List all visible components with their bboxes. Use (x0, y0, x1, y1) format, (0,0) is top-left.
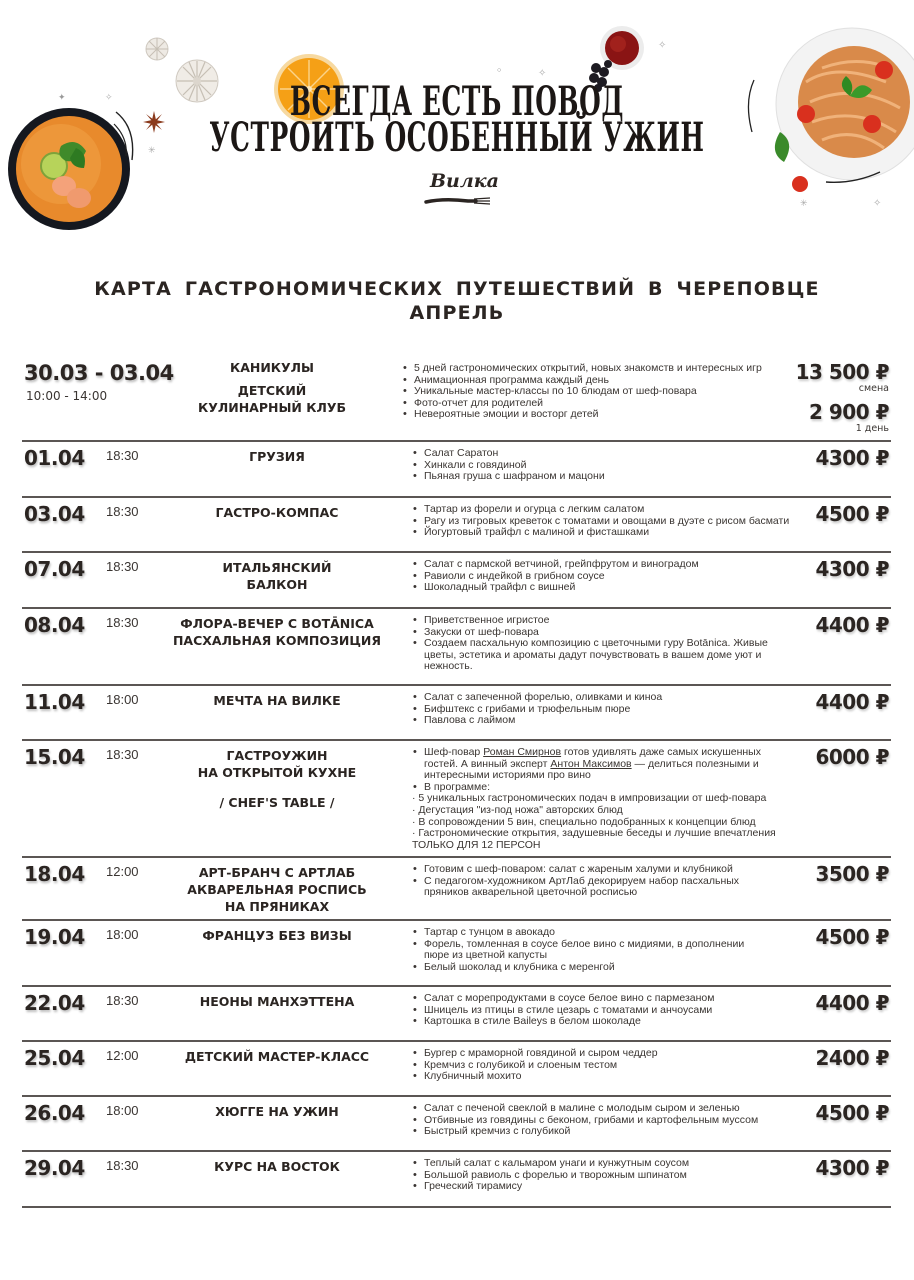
menu-item: • Быстрый кремчиз с голубикой (412, 1126, 812, 1138)
menu-item: • Рагу из тигровых креветок с томатами и овощами в дуэте с рисом басмати (412, 516, 812, 528)
event-row (22, 686, 891, 741)
menu-item: • Салат с печеной свеклой в малине с молодым сыром и зеленью (412, 1103, 812, 1115)
menu-item: • Тартар с тунцом в авокадо (412, 927, 772, 939)
event-name-line: НЕОНЫ МАНХЭТТЕНА (199, 994, 355, 1009)
event-row (22, 858, 891, 921)
event-menu-list (412, 747, 797, 851)
event-name-line: НА ОТКРЫТОЙ КУХНЕ (197, 765, 357, 780)
dumpling-image (144, 36, 170, 62)
event-name-line: КАНИКУЛЫ (229, 360, 314, 375)
event-date: 07.04 (24, 557, 85, 581)
menu-item: • Отбивные из говядины с беконом, грибами и картофельным муссом (412, 1115, 812, 1127)
program-item: · В сопровождении 5 вин, специально подобранных к концепции блюд (412, 815, 756, 828)
event-date: 19.04 (24, 925, 85, 949)
event-name (167, 559, 387, 593)
event-date: 25.04 (24, 1046, 85, 1070)
event-date: 26.04 (24, 1101, 85, 1125)
page-subtitle-month: АПРЕЛЬ (409, 302, 505, 324)
program-item: · Гастрономические открытия, задушевные беседы и лучшие впечатления (412, 827, 776, 840)
motion-lines-icon (824, 170, 884, 186)
event-row (22, 1097, 891, 1152)
event-menu-list (412, 993, 812, 1028)
event-menu-list (412, 692, 812, 727)
event-time: 18:30 (106, 448, 139, 463)
event-name-line: ФЛОРА-ВЕЧЕР С BOTĀNICA (180, 616, 374, 631)
menu-item: • Большой равиоль с форелью и творожным шпинатом (412, 1170, 812, 1182)
event-price: 2400 ₽ (815, 1046, 889, 1070)
price-unit-session: смена (858, 383, 889, 394)
event-menu-list (412, 1158, 812, 1193)
event-name-line: КУРС НА ВОСТОК (214, 1159, 340, 1174)
event-menu-list (412, 504, 812, 539)
event-row-featured (22, 355, 891, 442)
price-per-day: 2 900 ₽ (808, 400, 889, 424)
slogan-line-1: ВСЕГДА ЕСТЬ ПОВОД (290, 78, 624, 125)
event-name-line: КУЛИНАРНЫЙ КЛУБ (198, 400, 346, 415)
event-price: 3500 ₽ (815, 862, 889, 886)
event-row (22, 609, 891, 686)
motion-lines-icon (744, 78, 758, 134)
event-name (167, 1103, 387, 1120)
sparkle-icon: ✳ (148, 145, 156, 155)
menu-item: • Бифштекс с грибами и трюфельным пюре (412, 704, 812, 716)
event-price: 4300 ₽ (815, 446, 889, 470)
sparkle-icon: ✳ (800, 198, 808, 208)
menu-item: • Закуски от шеф-повара (412, 627, 782, 639)
event-price: 6000 ₽ (815, 745, 889, 769)
event-name-line: ДЕТСКИЙ (237, 383, 307, 398)
event-price: 4500 ₽ (815, 502, 889, 526)
menu-item: • Клубничный мохито (412, 1071, 812, 1083)
event-price: 4300 ₽ (815, 1156, 889, 1180)
menu-item: • Теплый салат с кальмаром унаги и кунжутным соусом (412, 1158, 812, 1170)
intro-text: — делиться полезными и интересными историями про вино (424, 757, 759, 782)
page-title: КАРТА ГАСТРОНОМИЧЕСКИХ ПУТЕШЕСТВИЙ В ЧЕРЕПОВЦЕ (94, 278, 820, 300)
program-item: · Дегустация "из-под ножа" авторских блюд (412, 803, 623, 816)
hero-banner (0, 0, 914, 240)
menu-item: • Белый шоколад и клубника с меренгой (412, 962, 772, 974)
star-anise-image (142, 110, 166, 134)
event-menu-list (412, 559, 812, 594)
event-menu-list (412, 1103, 812, 1138)
event-price: 4300 ₽ (815, 557, 889, 581)
event-name (157, 615, 397, 649)
menu-item: • Салат с пармской ветчиной, грейпфрутом и виноградом (412, 559, 812, 571)
event-name-line: ПАСХАЛЬНАЯ КОМПОЗИЦИЯ (172, 633, 382, 648)
event-row (22, 987, 891, 1042)
menu-item: • Йогуртовый трайфл с малиной и фисташками (412, 527, 812, 539)
sparkle-icon: ✧ (538, 68, 547, 79)
event-time: 18:30 (106, 504, 139, 519)
event-time: 18:00 (106, 1103, 139, 1118)
menu-item: • Фото-отчет для родителей (402, 398, 802, 410)
event-time: 18:30 (106, 993, 139, 1008)
event-name (167, 993, 387, 1010)
chef-name-link[interactable]: Роман Смирнов (483, 746, 562, 758)
event-menu-list (402, 363, 802, 421)
circle-dot-icon: ○ (497, 67, 502, 74)
event-date: 11.04 (24, 690, 85, 714)
event-time: 18:00 (106, 692, 139, 707)
event-date: 22.04 (24, 991, 85, 1015)
menu-item: • Салат Саратон (412, 448, 812, 460)
intro-text: готов удивлять даже самых искушенных гостей. А винный эксперт (424, 746, 761, 770)
event-name (167, 747, 387, 811)
fork-icon (424, 196, 492, 206)
event-date: 01.04 (24, 446, 85, 470)
event-name-line: АРТ-БРАНЧ С АРТЛАБ (198, 865, 356, 880)
intro-text: Шеф-повар (424, 746, 484, 758)
event-row (22, 921, 891, 987)
menu-item: • Создаем пасхальную композицию с цветочными гуру Botānica. Живые цветы, эстетика и ароматы дадут почувствовать в вашем доме уют и нежность. (412, 638, 782, 673)
menu-item: • Анимационная программа каждый день (402, 375, 802, 387)
event-row (22, 1042, 891, 1097)
event-name (167, 504, 387, 521)
event-name (167, 692, 387, 709)
event-time: 18:30 (106, 1158, 139, 1173)
price-unit-day: 1 день (855, 423, 889, 434)
menu-item: • Кремчиз с голубикой и слоеным тестом (412, 1060, 812, 1072)
event-name-line: МЕЧТА НА ВИЛКЕ (213, 693, 341, 708)
event-date: 29.04 (24, 1156, 85, 1180)
motion-lines-icon (112, 108, 142, 163)
program-item: · 5 уникальных гастрономических подач в импровизации от шеф-повара (412, 792, 767, 805)
event-name-line: ФРАНЦУЗ БЕЗ ВИЗЫ (202, 928, 352, 943)
event-name-line: ХЮГГЕ НА УЖИН (215, 1104, 339, 1119)
event-name-line: ГРУЗИЯ (249, 449, 305, 464)
event-name (152, 359, 392, 416)
event-price: 4500 ₽ (815, 925, 889, 949)
event-time: 18:30 (106, 559, 139, 574)
event-name-line: АКВАРЕЛЬНАЯ РОСПИСЬ (187, 882, 367, 897)
event-name (167, 1158, 387, 1175)
events-table (22, 355, 891, 1208)
event-time: 18:30 (106, 747, 139, 762)
event-name-line: ГАСТРО-КОМПАС (215, 505, 339, 520)
menu-item: • Готовим с шеф-поваром: салат с жареным халуми и клубникой (412, 864, 772, 876)
event-row (22, 1152, 891, 1208)
menu-item: • Невероятные эмоции и восторг детей (402, 409, 802, 421)
menu-item: • Салат с запеченной форелью, оливками и киноа (412, 692, 812, 704)
vilka-logo (424, 170, 499, 210)
menu-item: • Форель, томленная в соусе белое вино с мидиями, в дополнении пюре из цветной капусты (412, 939, 772, 962)
event-name-extra: / CHEF'S TABLE / (219, 795, 335, 810)
event-row (22, 442, 891, 498)
menu-item: • 5 дней гастрономических открытий, новых знакомств и интересных игр (402, 363, 802, 375)
capacity-note: ТОЛЬКО ДЛЯ 12 ПЕРСОН (412, 838, 541, 851)
menu-item: • С педагогом-художником АртЛаб декорируем набор пасхальных пряников акварельной цветочной росписью (412, 876, 772, 899)
price-block (796, 361, 889, 435)
event-date: 03.04 (24, 502, 85, 526)
menu-item: • Приветственное игристое (412, 615, 782, 627)
event-price: 4400 ₽ (815, 613, 889, 637)
menu-item-intro (412, 747, 797, 782)
menu-item-program: • В программе: (412, 782, 797, 794)
event-price: 4400 ₽ (815, 991, 889, 1015)
event-name (167, 927, 387, 944)
event-row (22, 498, 891, 553)
pasta-plate-image (766, 22, 914, 194)
event-row (22, 553, 891, 609)
menu-item: • Салат с морепродуктами в соусе белое вино с пармезаном (412, 993, 812, 1005)
menu-item: • Павлова с лаймом (412, 715, 812, 727)
menu-item: • Тартар из форели и огурца с легким салатом (412, 504, 812, 516)
menu-item: • Шоколадный трайфл с вишней (412, 582, 812, 594)
event-price: 4400 ₽ (815, 690, 889, 714)
event-row-chefs-table (22, 741, 891, 858)
menu-item: • Хинкали с говядиной (412, 460, 812, 472)
price-per-session: 13 500 ₽ (795, 360, 889, 384)
sparkle-icon: ✧ (658, 40, 667, 51)
sommelier-name-link[interactable]: Антон Максимов (550, 757, 632, 770)
event-name (162, 1048, 392, 1065)
event-menu-list (412, 615, 782, 673)
event-name-line: ДЕТСКИЙ МАСТЕР-КЛАСС (184, 1049, 370, 1064)
event-name (167, 864, 387, 915)
event-time: 10:00 - 14:00 (26, 389, 108, 403)
slogan-line-2: УСТРОИТЬ ОСОБЕННЫЙ УЖИН (209, 114, 705, 161)
sparkle-icon: ✧ (105, 92, 113, 102)
event-date: 15.04 (24, 745, 85, 769)
event-date: 08.04 (24, 613, 85, 637)
menu-item: • Бургер с мраморной говядиной и сыром чеддер (412, 1048, 812, 1060)
event-menu-list (412, 927, 772, 973)
event-name-line: НА ПРЯНИКАХ (224, 899, 330, 914)
menu-item: • Картошка в стиле Baileys в белом шоколаде (412, 1016, 812, 1028)
sparkle-icon: ✦ (58, 92, 66, 102)
logo-text: Вилка (430, 170, 499, 192)
event-menu-list (412, 1048, 812, 1083)
event-name-line: ИТАЛЬЯНСКИЙ (222, 560, 332, 575)
event-name (167, 448, 387, 465)
event-name-line: ГАСТРОУЖИН (226, 748, 328, 763)
event-time: 18:00 (106, 927, 139, 942)
event-date: 18.04 (24, 862, 85, 886)
menu-item: • Равиоли с индейкой в грибном соусе (412, 571, 812, 583)
menu-item: • Шницель из птицы в стиле цезарь с томатами и анчоусами (412, 1005, 812, 1017)
event-time: 12:00 (106, 1048, 139, 1063)
menu-item: • Пьяная груша с шафраном и мацони (412, 471, 812, 483)
event-name-line: БАЛКОН (246, 577, 308, 592)
event-time: 18:30 (106, 615, 139, 630)
event-date: 30.03 - 03.04 (24, 361, 174, 385)
sparkle-icon: ✧ (873, 198, 882, 209)
event-menu-list (412, 864, 772, 899)
event-menu-list (412, 448, 812, 483)
menu-item: • Уникальные мастер-классы по 10 блюдам от шеф-повара (402, 386, 802, 398)
event-time: 12:00 (106, 864, 139, 879)
menu-item: • Греческий тирамису (412, 1181, 812, 1193)
event-price: 4500 ₽ (815, 1101, 889, 1125)
